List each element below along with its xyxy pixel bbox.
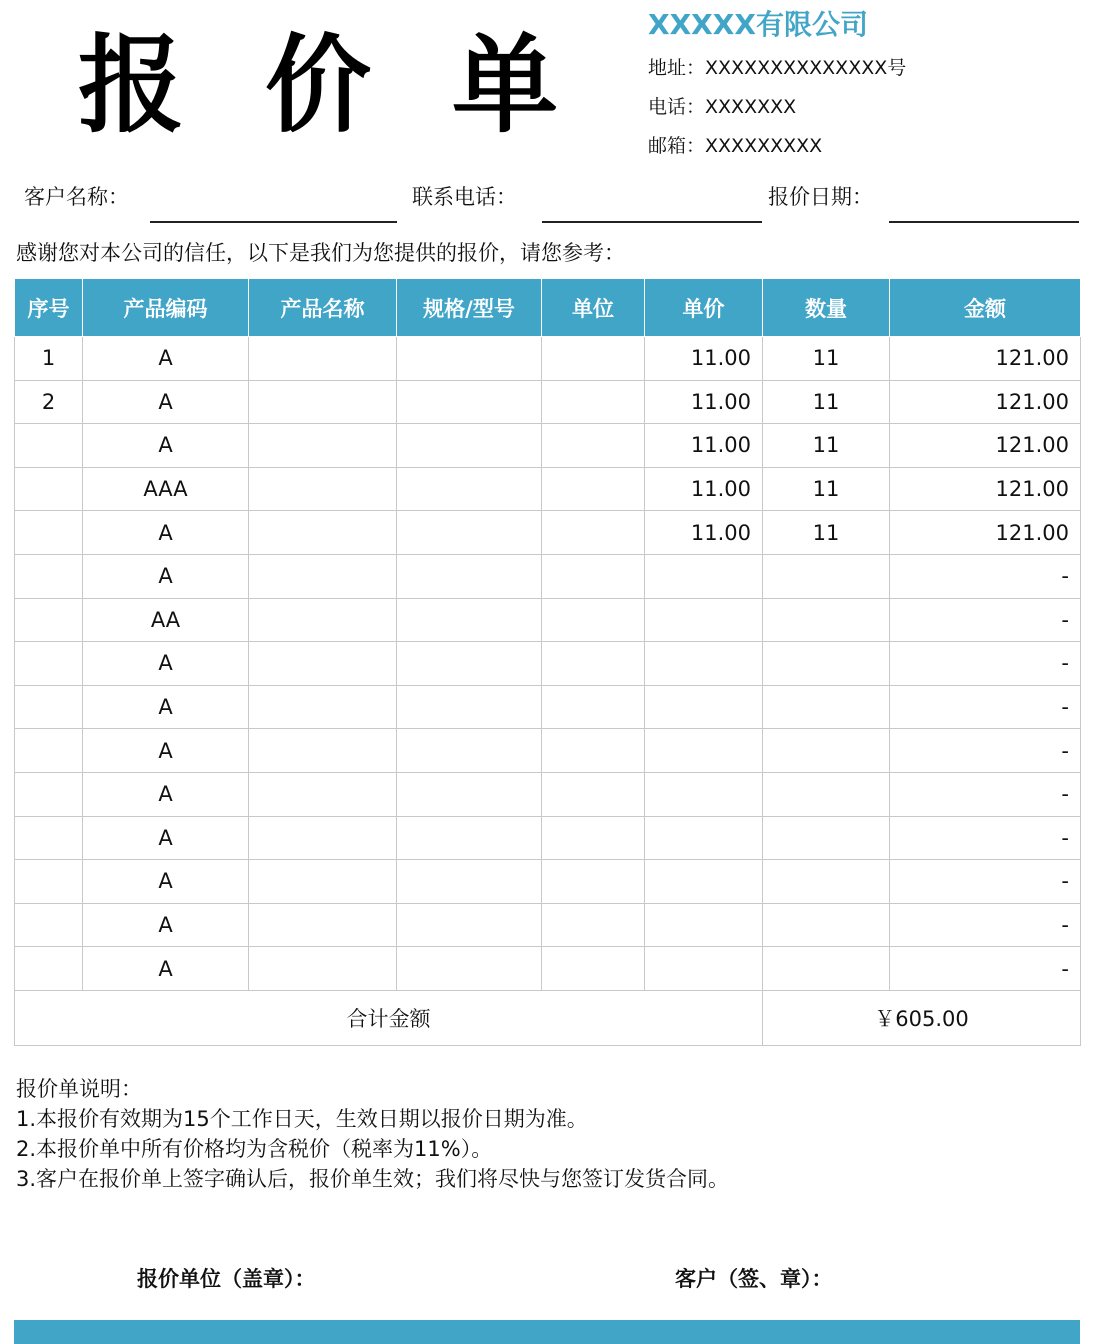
table-row bbox=[15, 772, 1081, 816]
customer-signature-label: 客户（签、章）： bbox=[675, 1267, 833, 1291]
col-header-code: 产品编码 bbox=[83, 279, 249, 337]
footer-accent-bar bbox=[14, 1320, 1080, 1344]
cell-name bbox=[249, 903, 397, 947]
note-item: 1.本报价有效期为15个工作日天，生效日期以报价日期为准。 bbox=[16, 1107, 588, 1131]
title-char: 报 bbox=[78, 22, 184, 147]
quote-date-field[interactable] bbox=[889, 221, 1079, 223]
cell-amount: - bbox=[890, 729, 1081, 773]
total-value: ￥605.00 bbox=[763, 990, 1081, 1045]
cell-name bbox=[249, 729, 397, 773]
cell-name bbox=[249, 424, 397, 468]
cell-price bbox=[645, 860, 763, 904]
cell-index bbox=[15, 729, 83, 773]
cell-unit bbox=[542, 554, 645, 598]
cell-name bbox=[249, 554, 397, 598]
col-header-price: 单价 bbox=[645, 279, 763, 337]
phone-label: 电话： bbox=[648, 96, 706, 118]
address-label: 地址： bbox=[648, 57, 706, 79]
cell-spec bbox=[397, 642, 542, 686]
col-header-spec: 规格/型号 bbox=[397, 279, 542, 337]
cell-qty bbox=[763, 598, 890, 642]
quote-date-label: 报价日期： bbox=[768, 185, 873, 209]
cell-code: A bbox=[83, 554, 249, 598]
cell-unit bbox=[542, 772, 645, 816]
table-row bbox=[15, 554, 1081, 598]
cell-amount: - bbox=[890, 772, 1081, 816]
cell-unit bbox=[542, 598, 645, 642]
notes-heading: 报价单说明： bbox=[16, 1077, 142, 1101]
col-header-amount: 金额 bbox=[890, 279, 1081, 337]
cell-amount: - bbox=[890, 598, 1081, 642]
table-row bbox=[15, 467, 1081, 511]
cell-code: A bbox=[83, 947, 249, 991]
cell-index bbox=[15, 642, 83, 686]
cell-unit bbox=[542, 380, 645, 424]
company-phone bbox=[648, 93, 796, 121]
cell-code: A bbox=[83, 816, 249, 860]
email-label: 邮箱： bbox=[648, 135, 706, 157]
company-name: XXXXX有限公司 bbox=[648, 8, 868, 41]
cell-amount: - bbox=[890, 642, 1081, 686]
title-char: 价 bbox=[265, 22, 371, 147]
table-row bbox=[15, 903, 1081, 947]
cell-name bbox=[249, 337, 397, 381]
cell-code: A bbox=[83, 685, 249, 729]
note-item: 3.客户在报价单上签字确认后，报价单生效；我们将尽快与您签订发货合同。 bbox=[16, 1167, 730, 1191]
total-label: 合计金额 bbox=[15, 990, 763, 1045]
note-item: 2.本报价单中所有价格均为含税价（税率为11%）。 bbox=[16, 1137, 493, 1161]
cell-amount: 121.00 bbox=[890, 380, 1081, 424]
cell-spec bbox=[397, 685, 542, 729]
cell-name bbox=[249, 598, 397, 642]
col-header-name: 产品名称 bbox=[249, 279, 397, 337]
contact-phone-field[interactable] bbox=[542, 221, 762, 223]
cell-qty bbox=[763, 772, 890, 816]
cell-index bbox=[15, 903, 83, 947]
cell-name bbox=[249, 642, 397, 686]
notes-section bbox=[16, 1074, 729, 1194]
cell-spec bbox=[397, 860, 542, 904]
intro-text: 感谢您对本公司的信任，以下是我们为您提供的报价，请您参考： bbox=[16, 241, 625, 265]
cell-unit bbox=[542, 685, 645, 729]
table-header-row bbox=[15, 279, 1081, 337]
cell-spec bbox=[397, 729, 542, 773]
table-row bbox=[15, 424, 1081, 468]
cell-spec bbox=[397, 424, 542, 468]
cell-amount: - bbox=[890, 816, 1081, 860]
cell-name bbox=[249, 380, 397, 424]
customer-name-label: 客户名称： bbox=[24, 185, 129, 209]
table-row bbox=[15, 816, 1081, 860]
cell-price bbox=[645, 642, 763, 686]
cell-amount: 121.00 bbox=[890, 467, 1081, 511]
cell-unit bbox=[542, 424, 645, 468]
cell-amount: 121.00 bbox=[890, 424, 1081, 468]
contact-phone-label: 联系电话： bbox=[412, 185, 517, 209]
cell-index bbox=[15, 860, 83, 904]
cell-amount: - bbox=[890, 554, 1081, 598]
cell-spec bbox=[397, 598, 542, 642]
seller-signature-label: 报价单位（盖章）： bbox=[137, 1267, 316, 1291]
cell-price: 11.00 bbox=[645, 424, 763, 468]
cell-qty bbox=[763, 685, 890, 729]
cell-price bbox=[645, 554, 763, 598]
cell-index bbox=[15, 554, 83, 598]
col-header-unit: 单位 bbox=[542, 279, 645, 337]
cell-unit bbox=[542, 903, 645, 947]
cell-unit bbox=[542, 511, 645, 555]
cell-code: A bbox=[83, 860, 249, 904]
cell-spec bbox=[397, 511, 542, 555]
cell-qty bbox=[763, 729, 890, 773]
cell-name bbox=[249, 467, 397, 511]
cell-price: 11.00 bbox=[645, 511, 763, 555]
table-row bbox=[15, 337, 1081, 381]
cell-qty bbox=[763, 947, 890, 991]
cell-spec bbox=[397, 947, 542, 991]
cell-code: A bbox=[83, 511, 249, 555]
cell-index bbox=[15, 424, 83, 468]
cell-amount: - bbox=[890, 947, 1081, 991]
cell-code: A bbox=[83, 642, 249, 686]
address-value: XXXXXXXXXXXXXX号 bbox=[705, 57, 907, 79]
cell-name bbox=[249, 511, 397, 555]
cell-spec bbox=[397, 380, 542, 424]
title-char: 单 bbox=[452, 22, 558, 147]
cell-unit bbox=[542, 467, 645, 511]
col-header-qty: 数量 bbox=[763, 279, 890, 337]
cell-amount: 121.00 bbox=[890, 511, 1081, 555]
total-row bbox=[15, 990, 1081, 1045]
cell-price: 11.00 bbox=[645, 337, 763, 381]
company-email bbox=[648, 132, 822, 160]
cell-price bbox=[645, 816, 763, 860]
cell-code: AAA bbox=[83, 467, 249, 511]
cell-index bbox=[15, 947, 83, 991]
cell-index: 2 bbox=[15, 380, 83, 424]
cell-index bbox=[15, 772, 83, 816]
cell-name bbox=[249, 685, 397, 729]
email-value: XXXXXXXXX bbox=[705, 135, 823, 157]
cell-unit bbox=[542, 816, 645, 860]
cell-qty: 11 bbox=[763, 467, 890, 511]
table-body bbox=[15, 337, 1081, 991]
cell-index bbox=[15, 511, 83, 555]
document-title bbox=[78, 20, 558, 150]
table-row bbox=[15, 685, 1081, 729]
cell-spec bbox=[397, 816, 542, 860]
customer-name-field[interactable] bbox=[150, 221, 397, 223]
table-row bbox=[15, 860, 1081, 904]
cell-code: AA bbox=[83, 598, 249, 642]
cell-code: A bbox=[83, 772, 249, 816]
cell-qty bbox=[763, 642, 890, 686]
quote-table bbox=[14, 278, 1081, 1046]
cell-code: A bbox=[83, 380, 249, 424]
table-row bbox=[15, 642, 1081, 686]
cell-price bbox=[645, 903, 763, 947]
cell-spec bbox=[397, 903, 542, 947]
cell-amount: 121.00 bbox=[890, 337, 1081, 381]
cell-qty: 11 bbox=[763, 511, 890, 555]
table-row bbox=[15, 947, 1081, 991]
cell-index: 1 bbox=[15, 337, 83, 381]
cell-name bbox=[249, 816, 397, 860]
cell-name bbox=[249, 947, 397, 991]
table-row bbox=[15, 511, 1081, 555]
cell-price bbox=[645, 729, 763, 773]
table-row bbox=[15, 729, 1081, 773]
cell-index bbox=[15, 685, 83, 729]
cell-amount: - bbox=[890, 685, 1081, 729]
cell-qty: 11 bbox=[763, 424, 890, 468]
company-address bbox=[648, 54, 906, 82]
cell-code: A bbox=[83, 729, 249, 773]
cell-index bbox=[15, 467, 83, 511]
cell-unit bbox=[542, 860, 645, 904]
cell-unit bbox=[542, 729, 645, 773]
cell-price bbox=[645, 947, 763, 991]
cell-price bbox=[645, 598, 763, 642]
cell-code: A bbox=[83, 424, 249, 468]
cell-qty: 11 bbox=[763, 337, 890, 381]
cell-qty bbox=[763, 903, 890, 947]
cell-name bbox=[249, 772, 397, 816]
phone-value: XXXXXXX bbox=[705, 96, 797, 118]
cell-spec bbox=[397, 772, 542, 816]
cell-qty bbox=[763, 860, 890, 904]
cell-code: A bbox=[83, 903, 249, 947]
cell-amount: - bbox=[890, 903, 1081, 947]
cell-amount: - bbox=[890, 860, 1081, 904]
cell-index bbox=[15, 598, 83, 642]
cell-unit bbox=[542, 947, 645, 991]
cell-spec bbox=[397, 554, 542, 598]
table-row bbox=[15, 598, 1081, 642]
cell-spec bbox=[397, 337, 542, 381]
cell-qty bbox=[763, 554, 890, 598]
cell-code: A bbox=[83, 337, 249, 381]
cell-price: 11.00 bbox=[645, 380, 763, 424]
cell-price bbox=[645, 685, 763, 729]
cell-unit bbox=[542, 642, 645, 686]
cell-name bbox=[249, 860, 397, 904]
col-header-index: 序号 bbox=[15, 279, 83, 337]
cell-index bbox=[15, 816, 83, 860]
cell-qty bbox=[763, 816, 890, 860]
cell-unit bbox=[542, 337, 645, 381]
cell-price bbox=[645, 772, 763, 816]
cell-price: 11.00 bbox=[645, 467, 763, 511]
cell-qty: 11 bbox=[763, 380, 890, 424]
cell-spec bbox=[397, 467, 542, 511]
table-row bbox=[15, 380, 1081, 424]
